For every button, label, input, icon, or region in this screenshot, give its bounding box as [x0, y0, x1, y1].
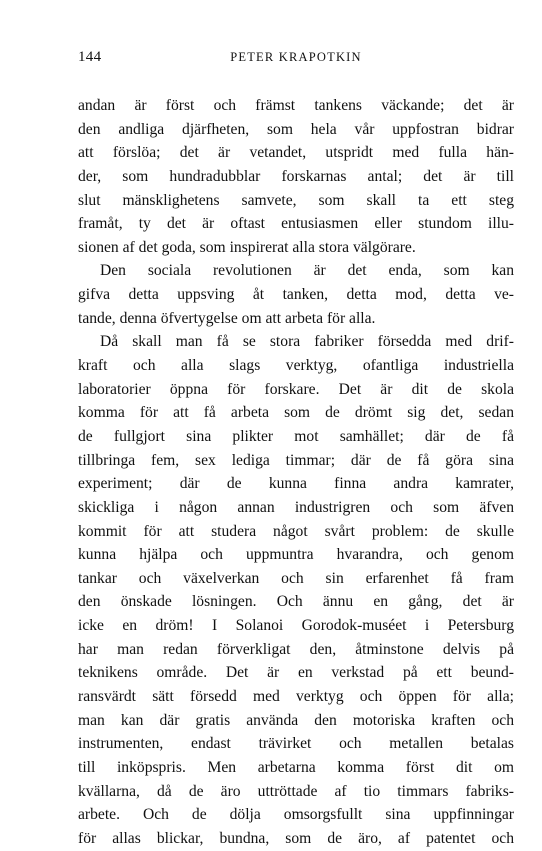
page-header	[78, 47, 514, 67]
text-line: den önskade lösningen. Och ännu en gång, det är	[78, 593, 514, 611]
text-line: tillbringa fem, sex lediga timmar; där de få göra sina	[78, 451, 514, 469]
text-line: att förslöa; det är vetandet, utspridt med fulla hän-	[78, 144, 514, 162]
text-line: sionen af det goda, som inspirerat alla stora välgörare.	[78, 238, 416, 256]
text-line: teknikens område. Det är en verkstad på ett beund-	[78, 664, 514, 682]
running-head: PETER KRAPOTKIN	[230, 50, 362, 64]
text-line: för allas blickar, bundna, som de äro, af patentet och	[78, 829, 514, 847]
text-line: framåt, ty det är oftast entusiasmen eller stundom illu-	[78, 215, 514, 233]
text-line: laboratorier öppna för forskare. Det är dit de skola	[78, 380, 514, 398]
text-line: kommit för att studera något svårt problem: de skulle	[78, 522, 514, 540]
text-line: experiment; där de kunna finna andra kamrater,	[78, 475, 514, 493]
text-line: arbete. Och de dölja omsorgsfullt sina uppfinningar	[78, 806, 514, 824]
text-line: till inköpspris. Men arbetarna komma först dit om	[78, 758, 514, 776]
text-line: skickliga i någon annan industrigren och som äfven	[78, 498, 514, 516]
body-text	[78, 94, 514, 851]
text-line: den andliga djärfheten, som hela vår uppfostran bidrar	[78, 120, 514, 138]
text-line: instrumenten, endast trävirket och metallen betalas	[78, 735, 514, 753]
text-line: slut mänsklighetens samvete, som skall ta ett steg	[78, 191, 514, 209]
text-line: tankar och växelverkan och sin erfarenhet få fram	[78, 569, 514, 587]
text-line: komma för att få arbeta som de drömt sig det, sedan	[78, 404, 514, 422]
text-line: man kan där gratis använda den motoriska kraften och	[78, 711, 514, 729]
text-line: der, som hundradubblar forskarnas antal; det är till	[78, 167, 514, 185]
text-line: har man redan förverkligat den, åtminstone delvis på	[78, 640, 514, 658]
text-line: Då skall man få se stora fabriker försedda med drif-	[100, 333, 514, 351]
text-line: kraft och alla slags verktyg, ofantliga industriella	[78, 357, 514, 375]
text-line: kunna hjälpa och uppmuntra hvarandra, och genom	[78, 546, 514, 564]
text-line: gifva detta uppsving åt tanken, detta mod, detta ve-	[78, 286, 514, 304]
text-line: icke en dröm! I Solanoi Gorodok-muséet i Petersburg	[78, 617, 514, 635]
text-line: ransvärdt sätt försedd med verktyg och öppen för alla;	[78, 688, 514, 706]
text-line: de fullgjort sina plikter mot samhället; där de få	[78, 427, 514, 445]
text-line: kvällarna, då de äro uttröttade af tio timmars fabriks-	[78, 782, 514, 800]
text-line: andan är först och främst tankens väckande; det är	[78, 97, 514, 114]
text-line: tande, denna öfvertygelse om att arbeta för alla.	[78, 309, 376, 327]
text-line: Den sociala revolutionen är det enda, som kan	[100, 262, 514, 280]
page-number: 144	[78, 49, 102, 65]
